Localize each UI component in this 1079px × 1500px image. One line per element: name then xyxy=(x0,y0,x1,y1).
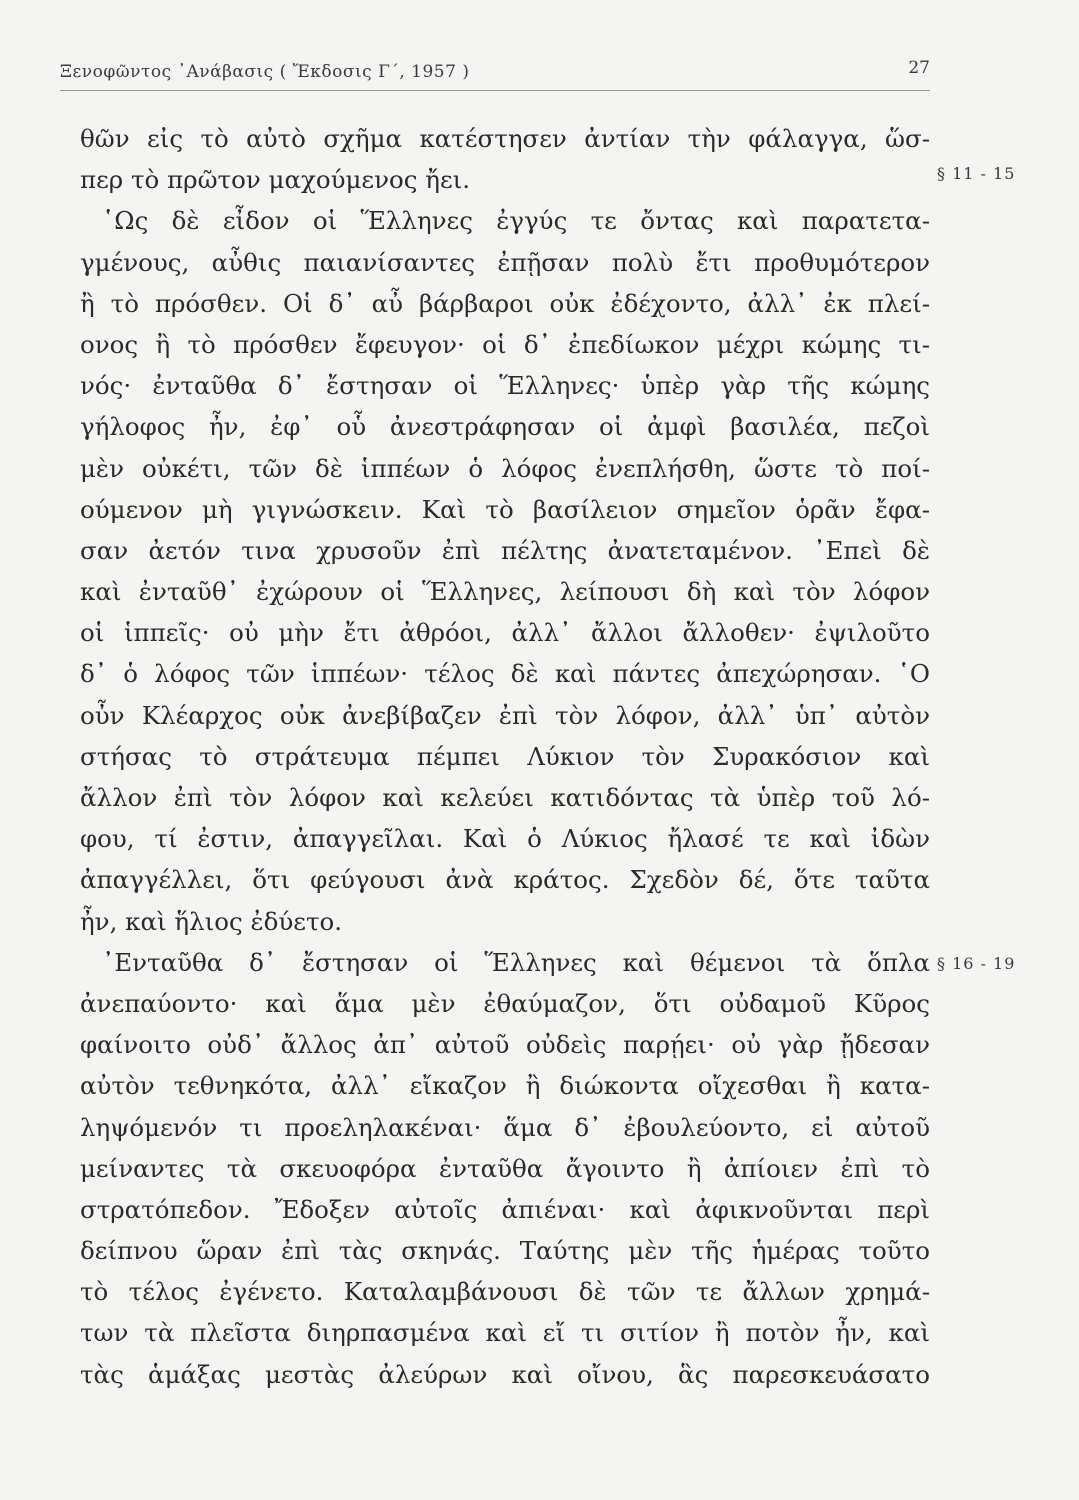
page-number: 27 xyxy=(908,58,930,78)
text-line: ἦν, καὶ ἥλιος ἐδύετο. xyxy=(80,906,343,936)
text-line: τὰς ἁμάξας μεστὰς ἀλεύρων καὶ οἴνου, ἃς παρεσκευάσατο xyxy=(80,1359,930,1389)
text-line: ἄλλον ἐπὶ τὸν λόφον καὶ κελεύει κατιδόντας τὰ ὑπὲρ τοῦ λό- xyxy=(80,783,930,812)
text-line: τὸ τέλος ἐγένετο. Καταλαμβάνουσι δὲ τῶν τε ἄλλων χρημά- xyxy=(80,1277,930,1307)
text-line: οὖν Κλέαρχος οὐκ ἀνεβίβαζεν ἐπὶ τὸν λόφον, ἀλλ᾿ ὑπ᾿ αὐτὸν xyxy=(80,700,930,730)
text-line: μὲν οὐκέτι, τῶν δὲ ἱππέων ὁ λόφος ἐνεπλήσθη, ὥστε τὸ ποί- xyxy=(80,453,930,483)
header-rule xyxy=(60,90,930,91)
running-title: Ξενοφῶντος ᾿Ανάβασις ( Ἔκδοσις Γ΄, 1957 ) xyxy=(60,62,470,82)
text-line: περ τὸ πρῶτον μαχούμενος ἤει. xyxy=(80,165,471,195)
text-line: σαν ἀετόν τινα χρυσοῦν ἐπὶ πέλτης ἀνατεταμένον. ᾿Επεὶ δὲ xyxy=(80,535,930,565)
text-line: ληψόμενόν τι προεληλακέναι· ἅμα δ᾿ ἐβουλεύοντο, εἰ αὐτοῦ xyxy=(80,1112,930,1142)
text-line: θῶν εἰς τὸ αὐτὸ σχῆμα κατέστησεν ἀντίαν τὴν φάλαγγα, ὥσ- xyxy=(80,124,930,153)
text-line: γμένους, αὖθις παιανίσαντες ἐπῇσαν πολὺ ἔτι προθυμότερον xyxy=(80,247,930,277)
text-line: φαίνοιτο οὐδ᾿ ἄλλος ἀπ᾿ αὐτοῦ οὐδεὶς παρῄει· οὐ γὰρ ᾔδεσαν xyxy=(80,1030,930,1060)
text-line: δ᾿ ὁ λόφος τῶν ἱππέων· τέλος δὲ καὶ πάντες ἀπεχώρησαν. ῾Ο xyxy=(80,659,930,689)
margin-note-section-11-15: § 11 - 15 xyxy=(937,164,1016,183)
body-text xyxy=(80,118,930,1395)
text-line: ούμενον μὴ γιγνώσκειν. Καὶ τὸ βασίλειον σημεῖον ὁρᾶν ἔφα- xyxy=(80,494,930,524)
text-line: αὐτὸν τεθνηκότα, ἀλλ᾿ εἴκαζον ἢ διώκοντα οἴχεσθαι ἢ κατα- xyxy=(80,1071,930,1101)
margin-note-section-16-19: § 16 - 19 xyxy=(937,954,1016,973)
text-line: ῾Ως δὲ εἶδον οἱ Ἕλληνες ἐγγύς τε ὄντας καὶ παρατετα- xyxy=(102,206,930,236)
text-line: φου, τί ἐστιν, ἀπαγγεῖλαι. Καὶ ὁ Λύκιος ἤλασέ τε καὶ ἰδὼν xyxy=(80,824,930,854)
text-line: γήλοφος ἦν, ἐφ᾿ οὗ ἀνεστράφησαν οἱ ἀμφὶ βασιλέα, πεζοὶ xyxy=(80,412,930,442)
text-line: μείναντες τὰ σκευοφόρα ἐνταῦθα ἄγοιντο ἢ ἀπίοιεν ἐπὶ τὸ xyxy=(80,1153,930,1183)
text-line: ονος ἢ τὸ πρόσθεν ἔφευγον· οἱ δ᾿ ἐπεδίωκον μέχρι κώμης τι- xyxy=(80,329,930,359)
text-line: στρατόπεδον. Ἔδοξεν αὐτοῖς ἀπιέναι· καὶ ἀφικνοῦνται περὶ xyxy=(80,1194,930,1224)
text-line: οἱ ἱππεῖς· οὐ μὴν ἔτι ἀθρόοι, ἀλλ᾿ ἄλλοι ἄλλοθεν· ἐψιλοῦτο xyxy=(80,618,930,648)
text-line: ἀπαγγέλλει, ὅτι φεύγουσι ἀνὰ κράτος. Σχεδὸν δέ, ὅτε ταῦτα xyxy=(80,865,930,895)
text-line: των τὰ πλεῖστα διηρπασμένα καὶ εἴ τι σιτίον ἢ ποτὸν ἦν, καὶ xyxy=(80,1318,930,1348)
running-head xyxy=(60,48,930,88)
text-line: δείπνου ὥραν ἐπὶ τὰς σκηνάς. Ταύτης μὲν τῆς ἡμέρας τοῦτο xyxy=(80,1236,930,1266)
text-line: νός· ἐνταῦθα δ᾿ ἔστησαν οἱ Ἕλληνες· ὑπὲρ γὰρ τῆς κώμης xyxy=(80,371,930,401)
text-line: ἢ τὸ πρόσθεν. Οἱ δ᾿ αὖ βάρβαροι οὐκ ἐδέχοντο, ἀλλ᾿ ἐκ πλεί- xyxy=(80,288,930,318)
text-line: καὶ ἐνταῦθ᾿ ἐχώρουν οἱ Ἕλληνες, λείπουσι δὴ καὶ τὸν λόφον xyxy=(80,577,930,607)
text-line: στήσας τὸ στράτευμα πέμπει Λύκιον τὸν Συρακόσιον καὶ xyxy=(80,741,930,771)
text-line: ἀνεπαύοντο· καὶ ἅμα μὲν ἐθαύμαζον, ὅτι οὐδαμοῦ Κῦρος xyxy=(80,988,930,1018)
text-line: ᾿Ενταῦθα δ᾿ ἔστησαν οἱ Ἕλληνες καὶ θέμενοι τὰ ὅπλα xyxy=(102,947,930,977)
